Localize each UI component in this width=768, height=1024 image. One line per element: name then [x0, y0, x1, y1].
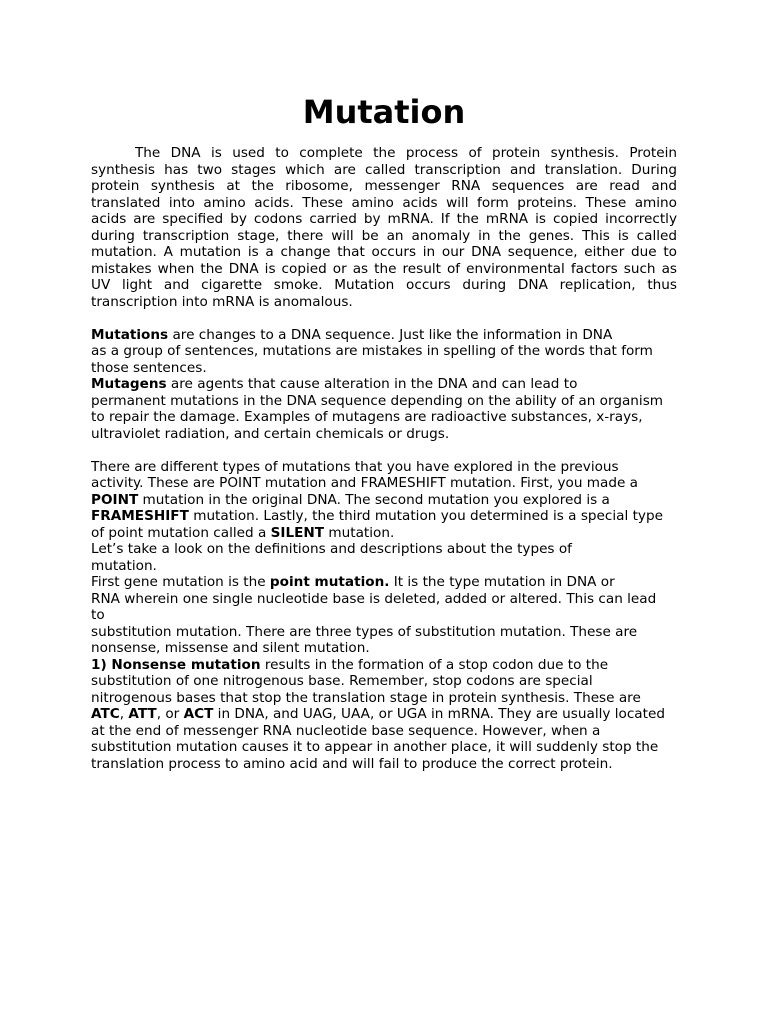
text-run: in DNA, and UAG, UAA, or UGA in mRNA. They are usually located	[213, 706, 665, 722]
document-body	[91, 145, 677, 772]
text-line: nonsense, missense and silent mutation.	[91, 640, 370, 656]
bold-term: point mutation.	[269, 574, 390, 590]
paragraph-spacer	[91, 310, 677, 327]
text-line: substitution mutation. There are three types of substitution mutation. These are	[91, 623, 638, 640]
text-line: activity. These are POINT mutation and FRAMESHIFT mutation. First, you made a	[91, 475, 638, 491]
text-run: results in the formation of a stop codon due to the	[260, 656, 609, 673]
text-line: mutation.	[91, 557, 157, 574]
bold-term: FRAMESHIFT	[91, 508, 189, 524]
text-line	[91, 376, 677, 393]
term-mutagens: Mutagens	[91, 376, 167, 392]
text-line	[91, 706, 677, 723]
bold-term: 1) Nonsense mutation	[91, 656, 261, 673]
bold-term: POINT	[91, 491, 139, 508]
bold-term: SILENT	[270, 524, 325, 541]
page-title: Mutation	[302, 93, 466, 131]
text-line: nitrogenous bases that stop the translation stage in protein synthesis. These are	[91, 689, 641, 706]
text-line: permanent mutations in the DNA sequence depending on the ability of an organism	[91, 392, 664, 409]
text-run: ,	[119, 706, 129, 722]
text-run: The DNA is used to complete the process of protein synthesis. Protein	[135, 145, 677, 161]
text-line: transcription into mRNA is anomalous.	[91, 293, 353, 310]
text-line	[91, 492, 677, 509]
nonsense-paragraph	[91, 657, 677, 773]
codon-att: ATT	[128, 706, 157, 722]
text-line: those sentences.	[91, 359, 207, 376]
text-line: ultraviolet radiation, and certain chemicals or drugs.	[91, 425, 450, 442]
text-run: First gene mutation is the	[91, 574, 270, 590]
codon-act: ACT	[183, 706, 214, 722]
text-line: as a group of sentences, mutations are mistakes in spelling of the words that form	[91, 343, 653, 359]
text-line: protein synthesis at the ribosome, messenger RNA sequences are read and	[91, 178, 677, 194]
text-line: Let’s take a look on the definitions and descriptions about the types of	[91, 541, 572, 557]
text-line: mistakes when the DNA is copied or as the result of environmental factors such as	[91, 260, 677, 277]
text-line: acids are specified by codons carried by mRNA. If the mRNA is copied incorrectly	[91, 211, 677, 227]
text-run: , or	[156, 706, 184, 722]
text-line: substitution mutation causes it to appear in another place, it will suddenly stop the	[91, 739, 659, 755]
text-run: mutation. Lastly, the third mutation you determined is a special type	[188, 508, 663, 524]
text-line: mutation. A mutation is a change that occurs in our DNA sequence, either due to	[91, 244, 677, 260]
text-line	[91, 508, 677, 525]
paragraph-spacer	[91, 442, 677, 459]
text-line: UV light and cigarette smoke. Mutation occurs during DNA replication, thus	[91, 277, 677, 293]
types-paragraph	[91, 459, 677, 657]
term-mutations: Mutations	[91, 326, 169, 343]
text-line: during transcription stage, there will be an anomaly in the genes. This is called	[91, 227, 677, 244]
text-line: substitution of one nitrogenous base. Remember, stop codons are special	[91, 673, 593, 689]
text-run: of point mutation called a	[91, 524, 271, 541]
text-line: at the end of messenger RNA nucleotide base sequence. However, when a	[91, 722, 601, 739]
text-line	[91, 327, 677, 344]
text-run: are agents that cause alteration in the DNA and can lead to	[166, 376, 578, 392]
text-run: It is the type mutation in DNA or	[389, 574, 615, 590]
text-line	[91, 574, 677, 591]
text-run: are changes to a DNA sequence. Just like the information in DNA	[168, 326, 613, 343]
text-run: mutation in the original DNA. The second mutation you explored is a	[138, 491, 610, 508]
codon-atc: ATC	[91, 706, 120, 722]
text-line: RNA wherein one single nucleotide base is deleted, added or altered. This can lead	[91, 590, 657, 607]
text-line	[91, 657, 677, 674]
text-line: synthesis has two stages which are called transcription and translation. During	[91, 161, 677, 178]
text-line: to repair the damage. Examples of mutagens are radioactive substances, x-rays,	[91, 409, 643, 425]
text-run: mutation.	[324, 524, 395, 541]
text-line: There are different types of mutations that you have explored in the previous	[91, 458, 619, 475]
text-line: translated into amino acids. These amino acids will form proteins. These amino	[91, 194, 677, 211]
text-line	[91, 145, 677, 162]
text-line	[91, 525, 677, 542]
text-line: translation process to amino acid and will fail to produce the correct protein.	[91, 755, 613, 772]
text-line: to	[91, 607, 105, 623]
intro-paragraph	[91, 145, 677, 310]
definitions-paragraph	[91, 327, 677, 443]
